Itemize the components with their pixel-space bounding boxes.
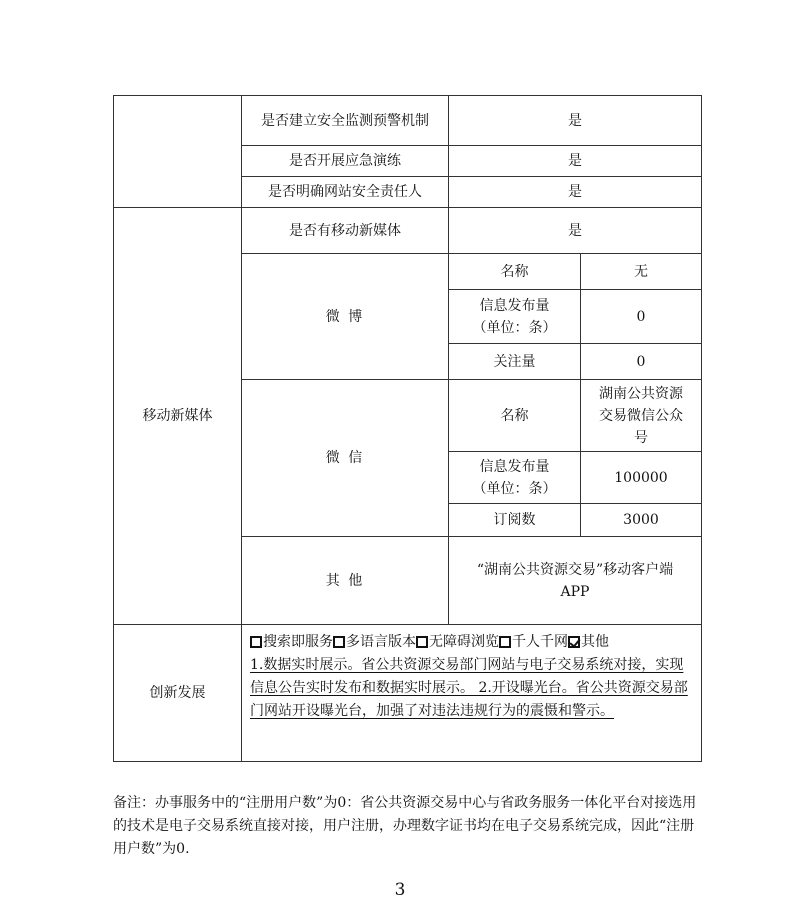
- checkbox-icon[interactable]: [499, 636, 511, 648]
- option-personalized[interactable]: 千人千网: [499, 634, 568, 650]
- option-other[interactable]: 其他: [568, 634, 609, 650]
- checked-checkbox-icon[interactable]: [568, 636, 580, 648]
- checkbox-icon[interactable]: [250, 636, 262, 648]
- weixin-row-label: 信息发布量（单位：条）: [449, 452, 581, 504]
- weixin-label: 微 信: [242, 380, 449, 537]
- report-table: [113, 95, 702, 762]
- security-value: 是: [449, 96, 702, 146]
- option-accessibility[interactable]: 无障碍浏览: [416, 634, 499, 650]
- other-value: “湖南公共资源交易”移动客户端APP: [449, 537, 702, 625]
- weixin-row-value: 湖南公共资源交易微信公众号: [581, 380, 702, 452]
- weixin-row-label: 名称: [449, 380, 581, 452]
- security-label: 是否建立安全监测预警机制: [242, 96, 449, 146]
- weixin-row-value: 3000: [581, 504, 702, 537]
- has-media-label: 是否有移动新媒体: [242, 208, 449, 254]
- innovation-content: [242, 625, 702, 762]
- innovation-section-label: 创新发展: [114, 625, 242, 762]
- innovation-description: 1.数据实时展示。省公共资源交易部门网站与电子交易系统对接，实现信息公告实时发布和数据实时展示。 2.开设曝光台。省公共资源交易部门网站开设曝光台，加强了对违法违规行为的震慑和警示。: [250, 657, 688, 719]
- option-multilingual[interactable]: 多语言版本: [333, 634, 416, 650]
- security-label: 是否开展应急演练: [242, 146, 449, 177]
- weibo-row-value: 0: [581, 344, 702, 380]
- page-number: 3: [394, 880, 406, 900]
- security-label: 是否明确网站安全责任人: [242, 177, 449, 208]
- footnote: 备注：办事服务中的“注册用户数”为0：省公共资源交易中心与省政务服务一体化平台对接选用的技术是电子交易系统直接对接，用户注册，办理数字证书均在电子交易系统完成，因此“注册用户数”为0.: [113, 795, 697, 857]
- weixin-row-value: 100000: [581, 452, 702, 504]
- checkbox-icon[interactable]: [333, 636, 345, 648]
- mobile-media-section-label: 移动新媒体: [114, 208, 242, 625]
- security-value: 是: [449, 177, 702, 208]
- security-value: 是: [449, 146, 702, 177]
- innovation-options: [250, 631, 695, 654]
- weixin-row-label: 订阅数: [449, 504, 581, 537]
- has-media-value: 是: [449, 208, 702, 254]
- weibo-row-label: 信息发布量（单位：条）: [449, 290, 581, 344]
- weibo-row-value: 无: [581, 254, 702, 290]
- checkbox-icon[interactable]: [416, 636, 428, 648]
- weibo-row-label: 名称: [449, 254, 581, 290]
- other-label: 其 他: [242, 537, 449, 625]
- weibo-label: 微 博: [242, 254, 449, 380]
- option-search-as-service[interactable]: 搜索即服务: [250, 634, 333, 650]
- weibo-row-label: 关注量: [449, 344, 581, 380]
- weibo-row-value: 0: [581, 290, 702, 344]
- security-section-cell: [114, 96, 242, 208]
